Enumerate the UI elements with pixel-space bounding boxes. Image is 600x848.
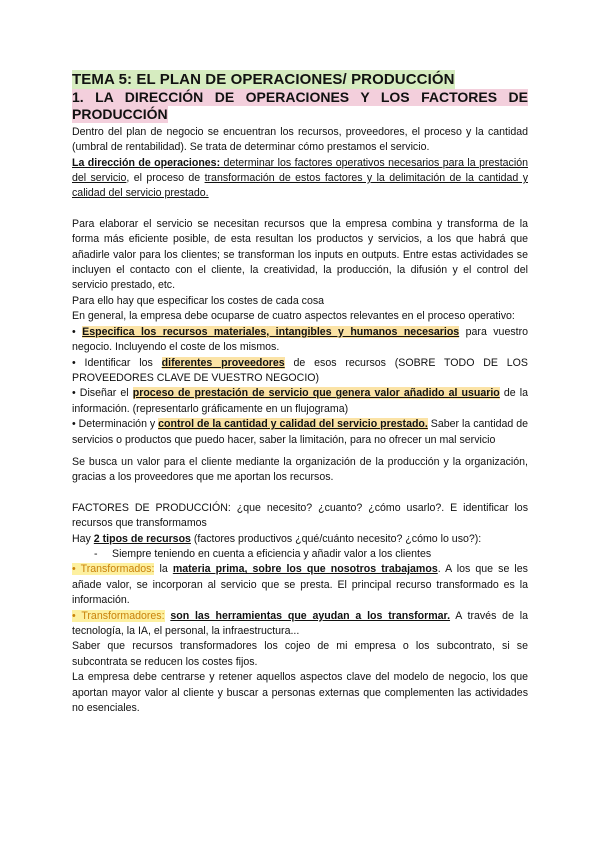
dash-marker: - bbox=[94, 547, 98, 560]
transformados-rest: . A los que se les añade valor, se incorporan al servicio que se presta. El principal recurso transformado es la información. bbox=[72, 563, 528, 607]
tipos-bold: 2 tipos de recursos bbox=[93, 532, 191, 545]
se-busca-paragraph: Se busca un valor para el cliente mediante la organización de la producción y la organización, gracias a los proveedores que me aportan los recursos. bbox=[72, 455, 528, 484]
tipos-paragraph bbox=[72, 532, 528, 547]
bullet-2-prefix: • Identificar los bbox=[72, 356, 162, 369]
page-title: TEMA 5: EL PLAN DE OPERACIONES/ PRODUCCIÓN bbox=[72, 71, 455, 88]
tipos-rest: (factores productivos ¿qué/cuánto necesito? ¿cómo lo uso?): bbox=[190, 532, 482, 545]
transformados-space: la bbox=[154, 563, 173, 576]
definition-part2: , el proceso de bbox=[126, 172, 205, 185]
definition-paragraph bbox=[72, 156, 528, 202]
bullet-1-rest: para vuestro negocio. Incluyendo el coste de los mismos. bbox=[72, 325, 528, 354]
bullet-4-bold: control de la cantidad y calidad del servicio prestado. bbox=[158, 418, 428, 431]
bullet-4 bbox=[72, 417, 528, 448]
section-heading-line2: PRODUCCIÓN bbox=[72, 106, 168, 123]
bullet-1-prefix: • bbox=[72, 325, 83, 338]
transformadores-label: • Transformadores: bbox=[72, 609, 165, 622]
bullet-2-bold: diferentes proveedores bbox=[161, 356, 285, 369]
transformadores-paragraph bbox=[72, 609, 528, 640]
document-page bbox=[72, 70, 528, 716]
bullet-4-rest: Saber la cantidad de servicios o productos que puedo hacer, saber la limitación, para no ofrecer un mal servicio bbox=[72, 418, 528, 446]
title-row bbox=[72, 70, 528, 89]
bullet-3-bold: proceso de prestación de servicio que genera valor añadido al usuario bbox=[132, 387, 500, 400]
empresa-paragraph: La empresa debe centrarse y retener aquellos aspectos clave del modelo de negocio, los que aportan mayor valor al cliente y buscar a personas externas que complementen las actividades no esenciales. bbox=[72, 671, 528, 715]
definition-term: La dirección de operaciones: bbox=[72, 156, 221, 169]
costes-paragraph: Para ello hay que especificar los costes de cada cosa bbox=[72, 294, 325, 307]
transformadores-rest: A través de la tecnología, la IA, el personal, la infraestructura... bbox=[72, 609, 529, 637]
dash-item-text: Siempre teniendo en cuenta a eficiencia y añadir valor a los clientes bbox=[112, 547, 432, 560]
factores-paragraph: FACTORES DE PRODUCCIÓN: ¿que necesito? ¿cuanto? ¿cómo usarlo?. E identificar los recursos que transformamos bbox=[72, 501, 528, 530]
elaborar-paragraph: Para elaborar el servicio se necesitan recursos que la empresa combina y transforma de la forma más eficiente posible, de esta resultan los productos y servicios, a los que habrá que añadirle valor para los clientes; se transforman los inputs en outputs. Entre estas actividades se incluyen el contacto con el cliente, la creatividad, la producción, la difusión y el control del servicio prestado, etc. bbox=[72, 217, 528, 292]
bullet-1 bbox=[72, 325, 528, 356]
bullet-3-prefix: • Diseñar el bbox=[72, 387, 133, 400]
transformados-paragraph bbox=[72, 562, 528, 608]
definition-part3: transformación de estos factores y la delimitación de la cantidad y calidad del servicio prestado. bbox=[72, 172, 528, 200]
transformadores-bold: son las herramientas que ayudan a los transformar. bbox=[170, 609, 451, 622]
dash-item bbox=[72, 547, 528, 562]
saber-paragraph: Saber que recursos transformadores los cojeo de mi empresa o los subcontrato, si se subcontrata se reducen los costes fijos. bbox=[72, 640, 528, 668]
intro-paragraph: Dentro del plan de negocio se encuentran los recursos, proveedores, el proceso y la cantidad (umbral de rentabilidad). Se trata de determinar cómo prestamos el servicio. bbox=[72, 125, 528, 154]
bullet-1-bold: Especifica los recursos materiales, intangibles y humanos necesarios bbox=[82, 325, 460, 338]
section-heading-line1: 1. LA DIRECCIÓN DE OPERACIONES Y LOS FACTORES DE bbox=[72, 89, 528, 106]
bullet-2 bbox=[72, 356, 528, 387]
bullet-3-rest: de la información. (representarlo gráficamente en un flujograma) bbox=[72, 387, 528, 415]
transformados-bold: materia prima, sobre los que nosotros trabajamos bbox=[172, 563, 438, 576]
transformados-label: • Transformados: bbox=[72, 563, 155, 576]
bullet-3 bbox=[72, 386, 528, 417]
bullet-4-prefix: • Determinación y bbox=[72, 418, 159, 431]
definition-part1: determinar los factores operativos necesarios para la prestación del servicio bbox=[72, 156, 528, 185]
en-general-paragraph: En general, la empresa debe ocuparse de cuatro aspectos relevantes en el proceso operativo: bbox=[72, 310, 515, 323]
bullet-2-rest: de esos recursos (SOBRE TODO DE LOS PROVEEDORES CLAVE DE VUESTRO NEGOCIO) bbox=[72, 356, 528, 384]
tipos-prefix: Hay bbox=[72, 532, 94, 545]
